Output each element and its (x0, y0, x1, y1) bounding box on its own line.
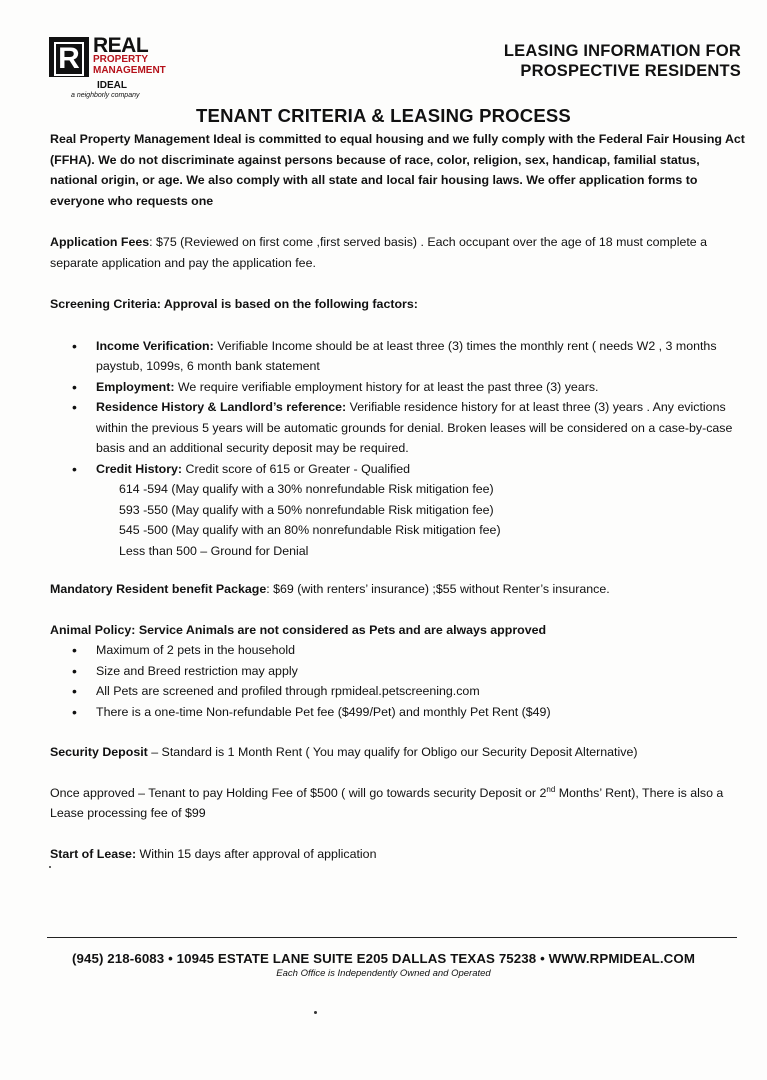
approval-fees: Once approved – Tenant to pay Holding Fee of $500 ( will go towards security Deposit or 2nd Months’ Rent), There is also a Lease processing fee of $99 (50, 784, 724, 820)
footer-divider (47, 937, 737, 938)
animal-policy-list (50, 640, 750, 722)
list-item: • Maximum of 2 pets in the household (50, 640, 750, 661)
company-logo (49, 34, 179, 103)
logo-real: REAL (93, 34, 149, 57)
list-item: • Income Verification: Verifiable Income should be at least three (3) times the monthly rent ( needs W2 , 3 months paystub, 1099s, 6 month bank statement (50, 336, 750, 377)
logo-mark: R (49, 37, 89, 77)
screening-heading: Screening Criteria: Approval is based on the following factors: (50, 297, 418, 311)
credit-tier: 545 -500 (May qualify with an 80% nonrefundable Risk mitigation fee) (119, 523, 501, 537)
logo-property-management: PROPERTY MANAGEMENT (93, 54, 166, 76)
footer-contact: (945) 218-6083 • 10945 ESTATE LANE SUITE E205 DALLAS TEXAS 75238 • WWW.RPMIDEAL.COM (71, 951, 696, 966)
start-of-lease: Start of Lease: Within 15 days after approval of application (50, 846, 377, 861)
credit-tier: Less than 500 – Ground for Denial (119, 543, 309, 558)
scan-speck (314, 1011, 317, 1014)
security-deposit: Security Deposit – Standard is 1 Month Rent ( You may qualify for Obligo our Security Deposit Alternative) (50, 745, 638, 759)
list-item: • There is a one-time Non-refundable Pet fee ($499/Pet) and monthly Pet Rent ($49) (50, 702, 750, 723)
footer-note: Each Office is Independently Owned and Operated (276, 968, 491, 979)
list-item: • Residence History & Landlord’s reference: Verifiable residence history for at least three (3) years . Any evictions within the previous 5 years will be automatic grounds for denial. Broken leases will be considered on a case-by-case basis and an additional security deposit may be required. (50, 397, 750, 459)
logo-tagline: a neighborly company (71, 92, 140, 99)
document-body (50, 129, 750, 864)
credit-tier: 593 -550 (May qualify with a 50% nonrefundable Risk mitigation fee) (119, 502, 494, 517)
credit-tier: 614 -594 (May qualify with a 30% nonrefundable Risk mitigation fee) (119, 482, 494, 496)
scan-speck (49, 866, 51, 868)
page-title: TENANT CRITERIA & LEASING PROCESS (196, 105, 571, 126)
credit-tiers (50, 479, 750, 561)
list-item: • Credit History: Credit score of 615 or Greater - Qualified (50, 459, 750, 480)
document-header: LEASING INFORMATION FOR PROSPECTIVE RESIDENTS (503, 42, 741, 80)
list-item: • Employment: We require verifiable employment history for at least the past three (3) years. (50, 377, 750, 398)
application-fees: Application Fees: $75 (Reviewed on first come ,first served basis) . Each occupant over the age of 18 must complete a separate application and pay the application fee. (50, 235, 708, 270)
list-item: • Size and Breed restriction may apply (50, 661, 750, 682)
logo-office: IDEAL (97, 80, 127, 91)
screening-list (50, 336, 750, 480)
animal-policy-heading: Animal Policy: Service Animals are not considered as Pets and are always approved (50, 622, 547, 637)
benefit-package: Mandatory Resident benefit Package: $69 (with renters’ insurance) ;$55 without Renter’s insurance. (50, 582, 610, 596)
list-item: • All Pets are screened and profiled through rpmideal.petscreening.com (50, 681, 750, 702)
intro-paragraph: Real Property Management Ideal is committed to equal housing and we fully comply with the Federal Fair Housing Act (FFHA). We do not discriminate against persons because of race, color, religion, sex, handicap, familial status, national origin, or age. We also comply with all state and local fair housing laws. We offer application forms to everyone who requests one (50, 132, 745, 208)
